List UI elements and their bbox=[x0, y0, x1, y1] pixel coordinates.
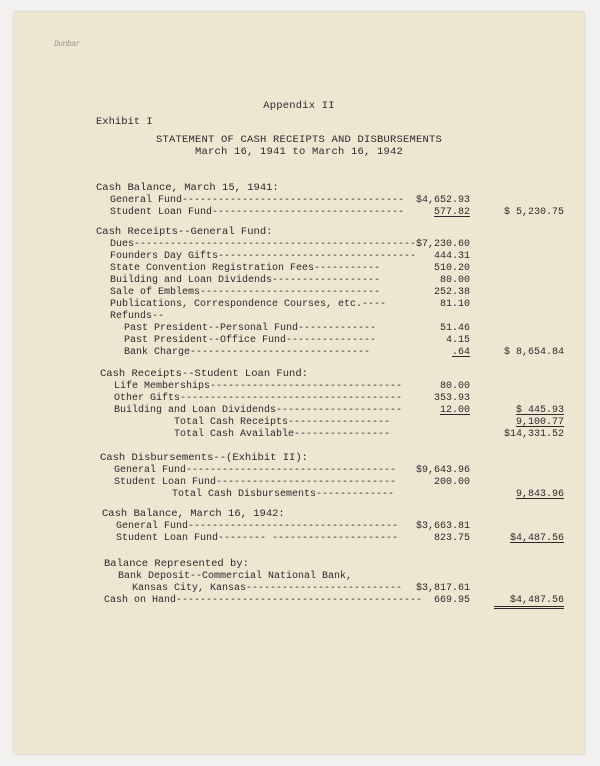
total-available-amount: $14,331.52 bbox=[503, 429, 564, 440]
total-available-label: Total Cash Available---------------- bbox=[174, 429, 391, 440]
founders-day-label: Founders Day Gifts--------------------------------- bbox=[110, 251, 417, 262]
balance-represented-total: $4,487.56 bbox=[494, 595, 564, 609]
personal-fund-label: Past President--Personal Fund------------- bbox=[124, 323, 377, 334]
balance-represented-heading: Balance Represented by: bbox=[104, 558, 249, 570]
general-fund-1941-label: General Fund------------------------------------- bbox=[110, 195, 405, 206]
other-gifts-label: Other Gifts------------------------------------- bbox=[114, 393, 403, 404]
student-loan-1941-label: Student Loan Fund-------------------------------- bbox=[110, 207, 405, 218]
life-memberships-label: Life Memberships-------------------------------- bbox=[114, 381, 403, 392]
statement-period: March 16, 1941 to March 16, 1942 bbox=[194, 146, 404, 158]
dues-label: Dues----------------------------------------------- bbox=[110, 239, 417, 250]
disb-general-label: General Fund----------------------------------- bbox=[114, 465, 397, 476]
exhibit-label: Exhibit I bbox=[96, 116, 153, 128]
kansas-city-label: Kansas City, Kansas-------------------------- bbox=[132, 583, 403, 594]
life-memberships-amount: 80.00 bbox=[439, 381, 470, 392]
receipts-general-total: $ 8,654.84 bbox=[503, 347, 564, 358]
total-receipts-label: Total Cash Receipts----------------- bbox=[174, 417, 391, 428]
building-loan-general-label: Building and Loan Dividends------------------ bbox=[110, 275, 381, 286]
disbursements-heading: Cash Disbursements--(Exhibit II): bbox=[100, 452, 308, 464]
state-convention-amount: 510.20 bbox=[433, 263, 470, 274]
disb-total-label: Total Cash Disbursements------------- bbox=[172, 489, 395, 500]
general-fund-1941-amount: $4,652.93 bbox=[415, 195, 470, 206]
kansas-city-amount: $3,817.61 bbox=[415, 583, 470, 594]
refunds-label: Refunds-- bbox=[110, 311, 165, 322]
building-loan-student-amount: 12.00 bbox=[439, 405, 470, 416]
bank-charge-label: Bank Charge------------------------------ bbox=[124, 347, 371, 358]
founders-day-amount: 444.31 bbox=[433, 251, 470, 262]
student-1942-amount: 823.75 bbox=[433, 533, 470, 544]
dues-amount: $7,230.60 bbox=[415, 239, 470, 250]
margin-note: Dunbar bbox=[54, 40, 80, 49]
other-gifts-amount: 353.93 bbox=[433, 393, 470, 404]
building-loan-general-amount: 80.00 bbox=[439, 275, 470, 286]
statement-title: STATEMENT OF CASH RECEIPTS AND DISBURSEMENTS bbox=[155, 134, 443, 146]
building-loan-student-label: Building and Loan Dividends--------------------- bbox=[114, 405, 403, 416]
appendix-heading: Appendix II bbox=[263, 100, 335, 112]
cash-on-hand-amount: 669.95 bbox=[433, 595, 470, 606]
general-1942-amount: $3,663.81 bbox=[415, 521, 470, 532]
disb-general-amount: $9,643.96 bbox=[415, 465, 470, 476]
receipts-student-subtotal: $ 445.93 bbox=[515, 405, 564, 416]
receipts-student-heading: Cash Receipts--Student Loan Fund: bbox=[100, 368, 308, 380]
personal-fund-amount: 51.46 bbox=[439, 323, 470, 334]
sale-emblems-amount: 252.38 bbox=[433, 287, 470, 298]
general-1942-label: General Fund----------------------------------- bbox=[116, 521, 399, 532]
sale-emblems-label: Sale of Emblems------------------------------ bbox=[110, 287, 381, 298]
cash-balance-1942-total: $4,487.56 bbox=[509, 533, 564, 544]
student-1942-label: Student Loan Fund-------- --------------------- bbox=[116, 533, 399, 544]
office-fund-amount: 4.15 bbox=[445, 335, 470, 346]
document-page bbox=[14, 12, 584, 754]
student-loan-1941-amount: 577.82 bbox=[433, 207, 470, 218]
disb-student-label: Student Loan Fund------------------------------ bbox=[114, 477, 397, 488]
total-receipts-amount: 9,100.77 bbox=[515, 417, 564, 428]
cash-on-hand-label: Cash on Hand----------------------------------------- bbox=[104, 595, 423, 606]
bank-deposit-label: Bank Deposit--Commercial National Bank, bbox=[118, 571, 353, 582]
receipts-general-heading: Cash Receipts--General Fund: bbox=[96, 226, 273, 238]
bank-charge-amount: .64 bbox=[451, 347, 470, 358]
office-fund-label: Past President--Office Fund--------------- bbox=[124, 335, 377, 346]
publications-label: Publications, Correspondence Courses, etc.---- bbox=[110, 299, 387, 310]
disb-total-amount: 9,843.96 bbox=[515, 489, 564, 500]
state-convention-label: State Convention Registration Fees----------- bbox=[110, 263, 381, 274]
publications-amount: 81.10 bbox=[439, 299, 470, 310]
cash-balance-1941-total: $ 5,230.75 bbox=[503, 207, 564, 218]
disb-student-amount: 200.00 bbox=[433, 477, 470, 488]
cash-balance-1942-heading: Cash Balance, March 16, 1942: bbox=[102, 508, 285, 520]
cash-balance-1941-heading: Cash Balance, March 15, 1941: bbox=[96, 182, 279, 194]
